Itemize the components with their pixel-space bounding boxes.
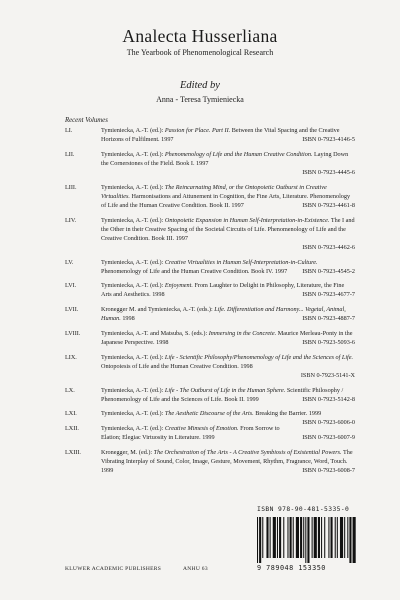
volume-author: Tymieniecka, A.-T. (ed.): [101, 410, 165, 418]
volume-author: Tymieniecka, A.-T. (ed.): [101, 150, 165, 158]
volume-isbn: ISBN 0-7923-4445-6 [302, 168, 355, 176]
volume-description: The Vibrating Interplay of Sound, Color, Image, Gesture, Movement, Rhythm, Fragrance, Word, Touch. 1999 [101, 448, 353, 474]
volume-entry [65, 448, 355, 475]
volume-author: Tymieniecka, A.-T. (ed.): [101, 183, 165, 191]
volume-number: LIX. [65, 353, 77, 361]
volume-number: LVII. [65, 306, 79, 314]
volume-number: LIII. [65, 183, 77, 191]
volume-isbn: ISBN 0-7923-5141-X [300, 371, 355, 379]
barcode-bar [279, 517, 281, 558]
editor-name: Anna - Teresa Tymieniecka [156, 95, 244, 104]
volume-description: Ontopoiesis of Life and the Human Creative Condition. 1998 [101, 362, 253, 370]
volume-number: LXI. [65, 410, 77, 418]
volume-description: From Laughter to Delight in Philosophy, Literature, the Fine Arts and Aesthetics. 1998 [101, 282, 345, 299]
volume-number: LVI. [65, 282, 77, 290]
volume-text [101, 409, 355, 427]
volume-text [101, 353, 355, 371]
barcode-bar [303, 517, 304, 558]
volume-description: Breaking the Barrier. 1999 [253, 410, 322, 418]
volume-title: Creative Mimesis of Emotion. [164, 424, 239, 432]
volume-author: Kronegger, M. (ed.): [101, 448, 154, 456]
barcode-bar [287, 517, 288, 558]
volume-title: Phenomenology of Life and the Human Creative Condition. [164, 150, 313, 158]
barcode-block [255, 506, 375, 572]
volume-isbn: ISBN 0-7923-4677-7 [302, 291, 355, 299]
barcode-bar [349, 517, 351, 563]
volume-number: LII. [65, 150, 75, 158]
barcode-bar [340, 517, 343, 558]
volume-entry [65, 281, 355, 299]
series-title: Analecta Husserliana [122, 26, 278, 46]
barcode-bar [314, 517, 317, 558]
barcode-bar [335, 517, 336, 558]
barcode-bar [277, 517, 278, 558]
barcode-bar [337, 517, 338, 558]
barcode-bar [283, 517, 284, 558]
barcode-bar [257, 517, 258, 563]
volume-description: Maurice Merleau-Ponty in the Japanese Perspective. 1998 [101, 329, 353, 346]
volume-entry [65, 386, 355, 404]
volume-description: From Sorrow to Elation; Elegiac Virtuosity in Literature. 1999 [101, 424, 280, 442]
barcode-bar [312, 517, 313, 558]
volume-text [101, 183, 355, 210]
volume-isbn: ISBN 0-7923-4545-2 [302, 267, 355, 275]
barcode-bar [328, 517, 329, 558]
barcode-bar [353, 517, 356, 563]
volume-isbn: ISBN 0-7923-5093-6 [302, 338, 355, 346]
volume-author: Kronegger M. and Tymieniecka, A.-T. (eds.): [101, 306, 215, 314]
volume-description: The I and the Other in their Creative Spacing of the Societal Circuits of Life. Phenomenology of Life and the Creative Condition. Book III. 1997 [101, 216, 355, 242]
volume-description: Laying Down the Cornerstones of the Field. Book I. 1997 [101, 150, 349, 167]
volume-author: Tymieniecka, A.-T. (ed.): [101, 282, 165, 290]
barcode-bar [321, 517, 322, 558]
recent-volumes-heading: Recent Volumes [65, 117, 108, 124]
volume-isbn: ISBN 0-7923-6008-7 [302, 466, 355, 474]
volume-title: Life. Differentiation and Harmony... Vegetal, Animal, Human. [101, 306, 346, 323]
volume-text [101, 126, 355, 144]
volume-title: Life - The Outburst of Life in the Human Sphere. [164, 386, 286, 394]
volume-entry [65, 150, 355, 177]
barcode-bar [324, 517, 325, 558]
volume-author: Tymieniecka, A.-T. (ed.): [101, 424, 165, 432]
volume-isbn: ISBN 0-7923-4462-6 [302, 243, 355, 251]
volume-title: The Aesthetic Discourse of the Arts. [164, 410, 254, 418]
barcode-bar [273, 517, 276, 558]
barcode-digits: 9 789048 153350 [257, 564, 326, 572]
volume-number: LI. [65, 127, 73, 134]
volume-number: LV. [65, 258, 74, 266]
barcode-bar [347, 517, 348, 558]
volume-author: Tymieniecka, A.-T. (ed.): [101, 386, 165, 394]
edited-by-label: Edited by [180, 80, 220, 91]
barcode-bar [305, 517, 306, 563]
volume-text [101, 281, 355, 299]
volume-title: Creative Virtualities in Human Self-Interpretation-in-Culture. [164, 258, 318, 266]
barcode-bar [318, 517, 320, 558]
volume-entry [65, 424, 355, 442]
volume-entry [65, 409, 355, 427]
barcode-bar [259, 517, 261, 563]
volume-isbn: ISBN 0-7923-6007-9 [302, 434, 355, 442]
series-subtitle: The Yearbook of Phenomenological Research [126, 48, 274, 57]
barcode-bar [331, 517, 333, 558]
volume-text [101, 386, 355, 404]
volume-entry [65, 353, 355, 380]
barcode-bar [296, 517, 299, 558]
barcode-icon [255, 517, 363, 563]
volume-isbn: ISBN 0-7923-4461-8 [302, 201, 355, 209]
volume-number: LIV. [65, 216, 77, 224]
volume-entry [65, 216, 355, 252]
volume-title: The Orchestration of The Arts - A Creative Symbiosis of Existential Powers. [153, 448, 342, 456]
volume-text [101, 150, 355, 168]
volume-text [101, 305, 355, 323]
volume-number: LXIII. [65, 448, 81, 456]
barcode-bar [266, 517, 268, 558]
barcode-bar [270, 517, 271, 558]
volume-entry [65, 126, 355, 144]
barcode-bar [290, 517, 292, 558]
volume-entry [65, 183, 355, 210]
barcode-bar [300, 517, 302, 558]
volume-number: LXII. [65, 424, 79, 432]
volume-author: Tymieniecka, A.-T. (ed.): [101, 258, 165, 266]
volume-title: The Reincarnating Mind, or the Ontopoietic Outburst in Creative Virtualities. [101, 183, 327, 200]
barcode-isbn-label: ISBN 978-90-481-5335-0 [257, 506, 350, 513]
volume-entry [65, 305, 355, 323]
barcode-bar [344, 517, 345, 558]
volume-number: LX. [65, 386, 75, 394]
publisher-name: KLUWER ACADEMIC PUBLISHERS [65, 566, 162, 572]
volume-author: Tymieniecka, A.-T. (ed.): [101, 216, 165, 224]
volume-title: Ontopoietic Expansion in Human Self-Interpretation-in-Existence. [164, 216, 330, 224]
volume-list [65, 126, 355, 481]
volume-author: Tymieniecka, A.-T. and Matsuba, S. (eds.): [101, 329, 209, 337]
volume-text [101, 258, 355, 276]
volume-isbn: ISBN 0-7923-5142-8 [302, 395, 355, 403]
volume-description: Harmonisations and Attunement in Cognition, the Fine Arts, Literature. Phenomenology of Life and the Human Creative Condition. Book II. 1997 [101, 192, 351, 209]
volume-isbn: ISBN 0-7923-4146-5 [302, 136, 355, 144]
volume-title: Enjoyment. [164, 282, 193, 290]
barcode-bar [293, 517, 294, 558]
volume-text [101, 329, 355, 347]
volume-text [101, 216, 355, 243]
volume-author: Tymieniecka, A.-T. (ed.): [101, 353, 165, 361]
volume-isbn: ISBN 0-7923-4887-7 [302, 315, 355, 323]
volume-description: 1998 [120, 315, 135, 323]
barcode-bar [307, 517, 309, 563]
volume-description: Phenomenology of Life and the Human Creative Condition. Book IV. 1997 [101, 267, 288, 275]
volume-title: Life - Scientific Philosophy/Phenomenology of Life and the Sciences of Life. [164, 353, 354, 361]
volume-entry [65, 329, 355, 347]
series-code: ANHU 63 [183, 566, 208, 572]
volume-number: LVIII. [65, 329, 81, 337]
volume-isbn: ISBN 0-7923-6006-0 [302, 419, 355, 427]
volume-title: Immersing in the Concrete. [208, 329, 277, 337]
barcode-bar [262, 517, 263, 558]
volume-text [101, 448, 355, 475]
volume-title: Passion for Place. Part II. [164, 127, 231, 134]
volume-description: Between the Vital Spacing and the Creative Horizons of Fulfilment. 1997 [101, 127, 340, 144]
volume-entry [65, 258, 355, 276]
volume-description: Scientific Philosophy / Phenomenology of Life and the Sciences of Life. Book II. 1999 [101, 386, 344, 403]
volume-author: Tymieniecka, A.-T. (ed.): [101, 127, 165, 134]
volume-text [101, 424, 355, 442]
